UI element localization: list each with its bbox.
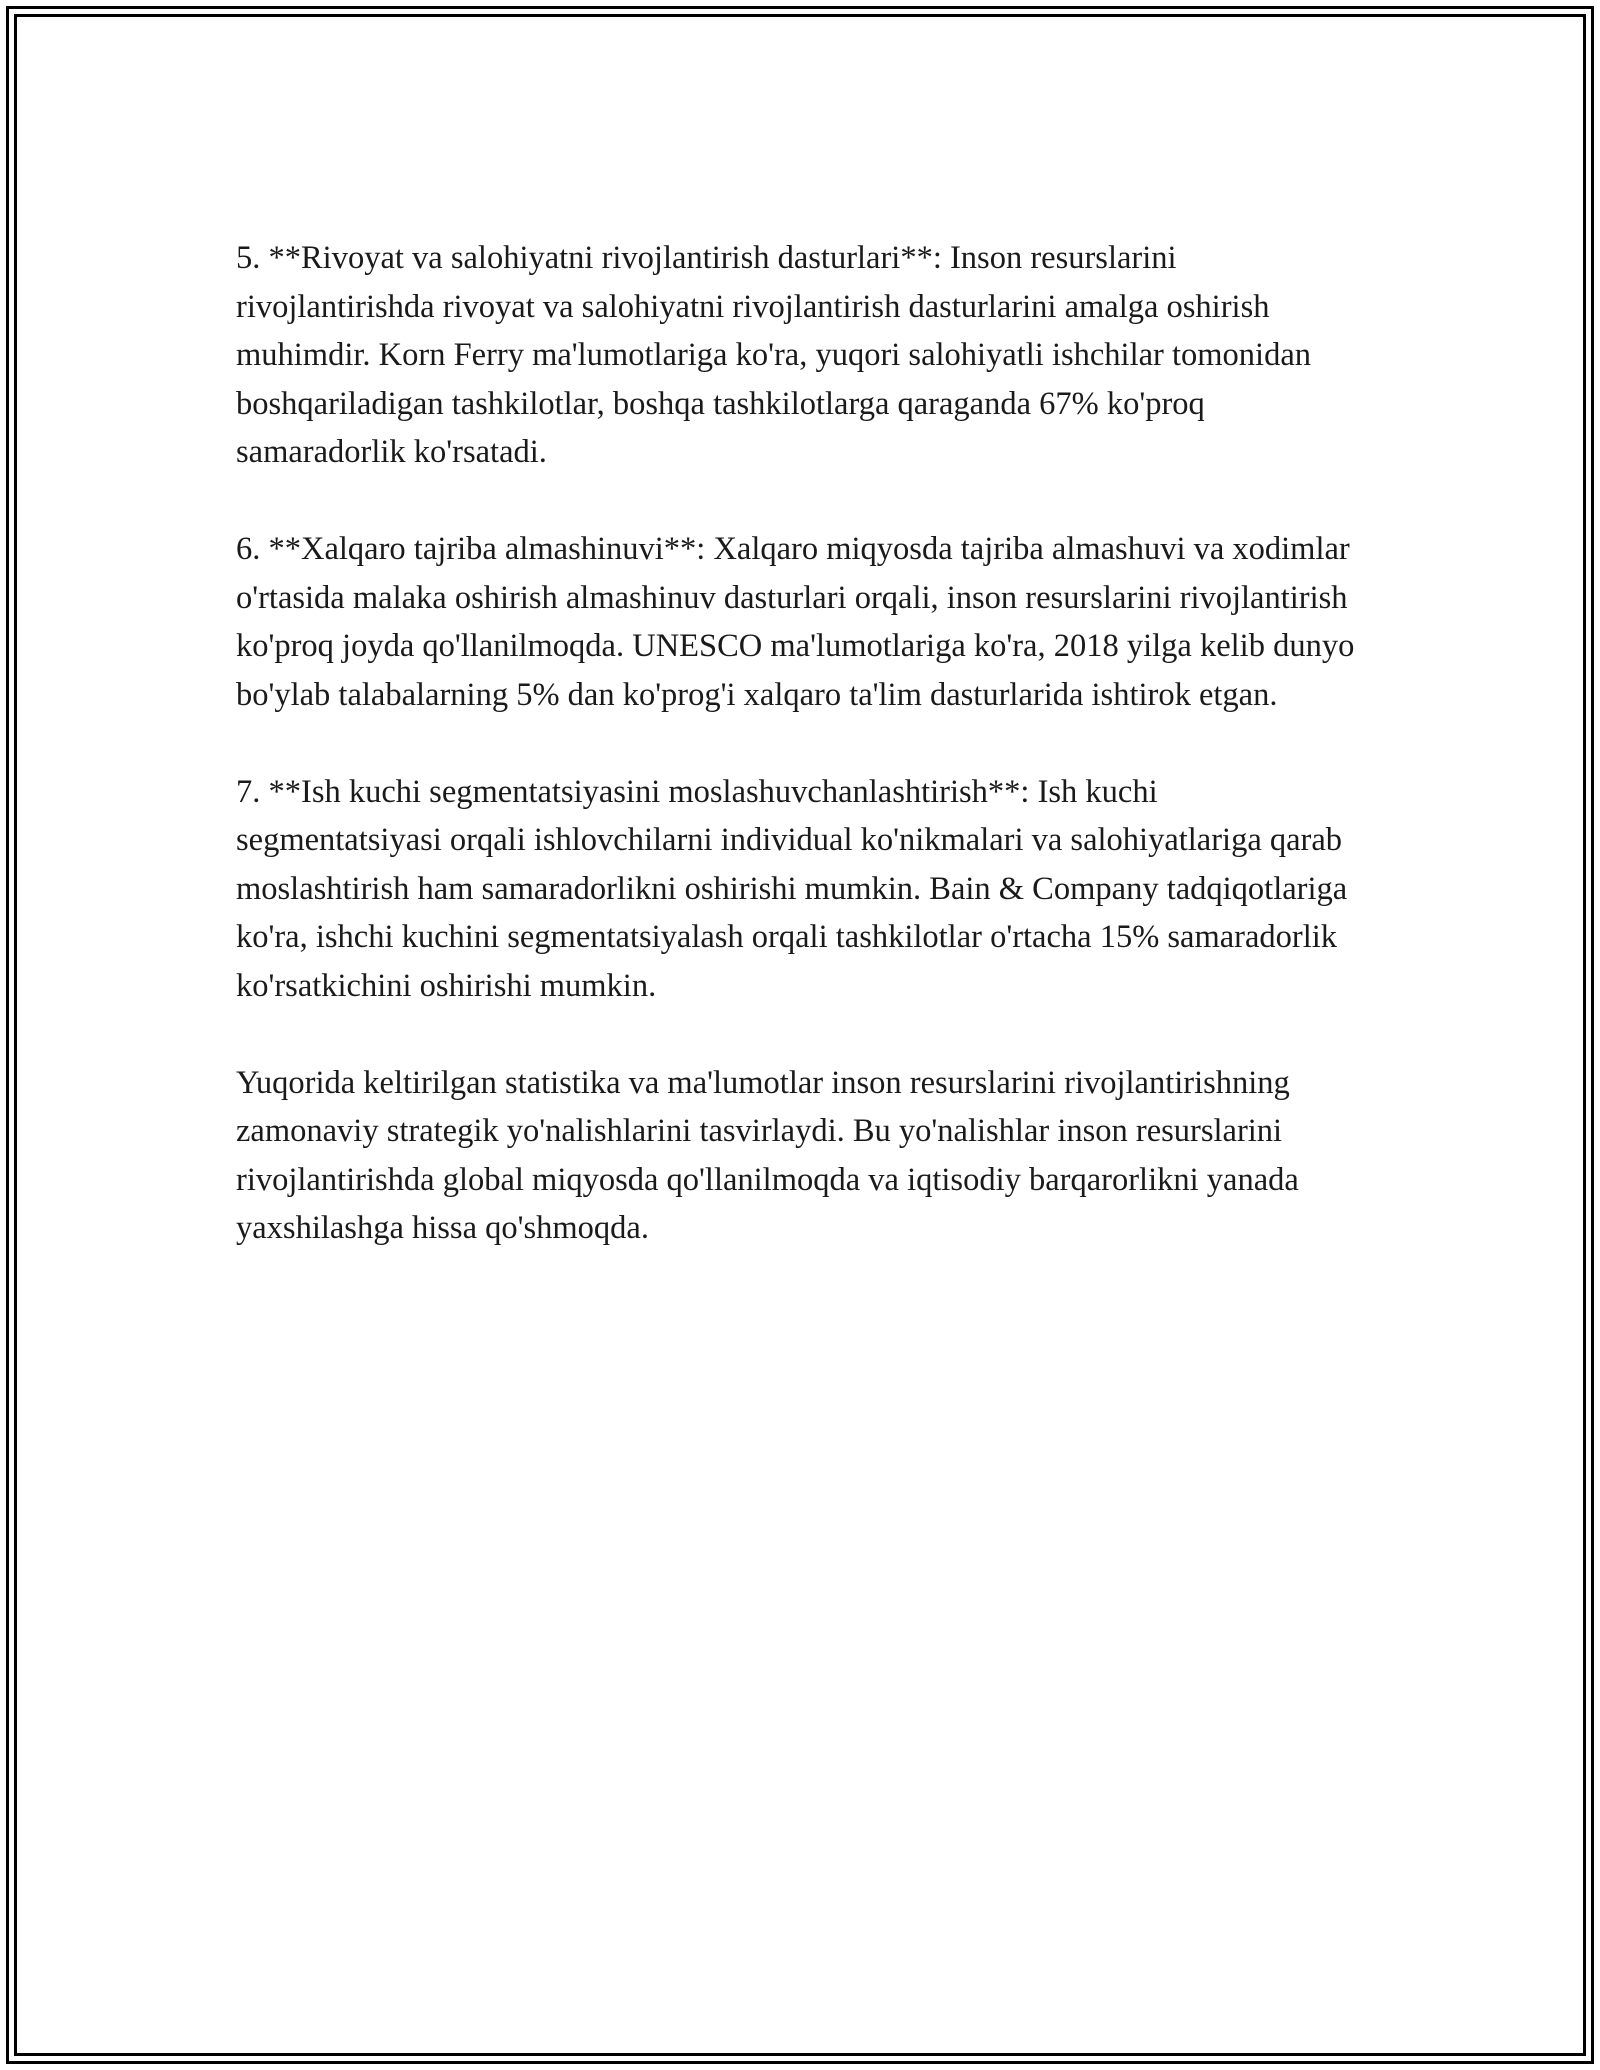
document-body (236, 234, 1366, 1301)
paragraph-conclusion: Yuqorida keltirilgan statistika va ma'lumotlar inson resurslarini rivojlantirishning zamonaviy strategik yo'nalishlarini tasvirlaydi. Bu yo'nalishlar inson resurslarini rivojlantirishda global miqyosda qo'llanilmoqda va iqtisodiy barqarorlikni yanada yaxshilashga hissa qo'shmoqda. (236, 1064, 1299, 1246)
paragraph-item-6: 6. **Xalqaro tajriba almashinuvi**: Xalqaro miqyosda tajriba almashuvi va xodimlar o'rtasida malaka oshirish almashinuv dasturlari orqali, inson resurslarini rivojlantirish ko'proq joyda qo'llanilmoqda. UNESCO ma'lumotlariga ko'ra, 2018 yilga kelib dunyo bo'ylab talabalarning 5% dan ko'prog'i xalqaro ta'lim dasturlarida ishtirok etgan. (236, 531, 1355, 713)
paragraph-item-5: 5. **Rivoyat va salohiyatni rivojlantirish dasturlari**: Inson resurslarini rivojlantirishda rivoyat va salohiyatni rivojlantirish dasturlarini amalga oshirish muhimdir. Korn Ferry ma'lumotlariga ko'ra, yuqori salohiyatli ishchilar tomonidan boshqariladigan tashkilotlar, boshqa tashkilotlarga qaraganda 67% ko'proq samaradorlik ko'rsatadi. (236, 240, 1311, 470)
paragraph-item-7: 7. **Ish kuchi segmentatsiyasini moslashuvchanlashtirish**: Ish kuchi segmentatsiyasi orqali ishlovchilarni individual ko'nikmalari va salohiyatlariga qarab moslashtirish ham samaradorlikni oshirishi mumkin. Bain & Company tadqiqotlariga ko'ra, ishchi kuchini segmentatsiyalash orqali tashkilotlar o'rtacha 15% samaradorlik ko'rsatkichini oshirishi mumkin. (236, 773, 1348, 1004)
